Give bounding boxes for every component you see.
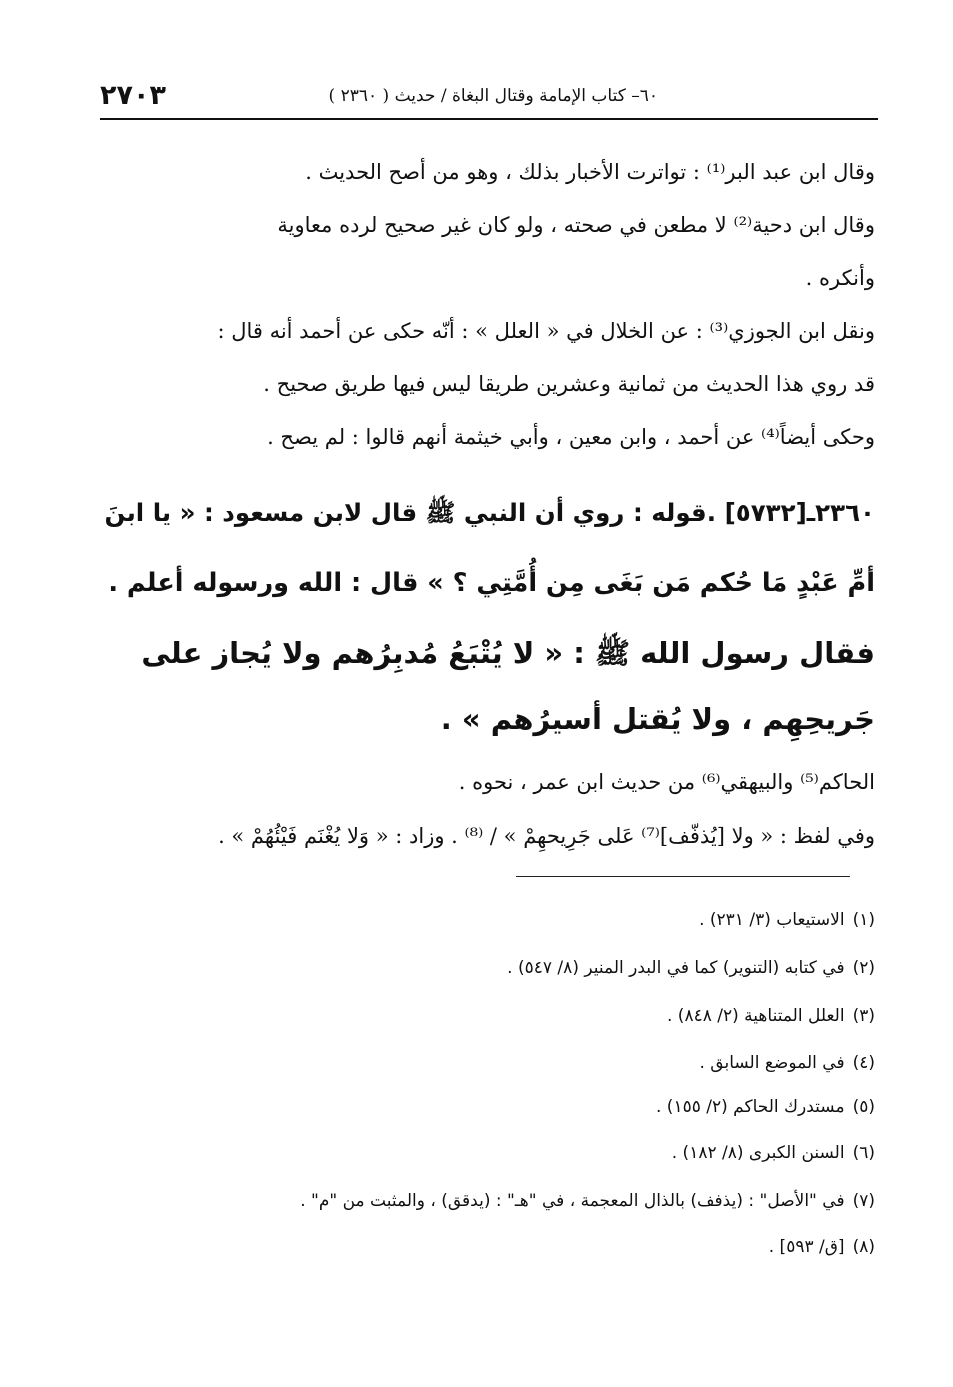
footnote <box>100 1143 875 1163</box>
footnote-number: (٦) <box>852 1143 875 1163</box>
body-line: قد روي هذا الحديث من ثمانية وعشرين طريقا ليس فيها طريق صحيح . <box>263 372 875 396</box>
footnote-text: العلل المتناهية (٢/ ٨٤٨) . <box>667 1006 845 1026</box>
body-line: ونقل ابن الجوزي⁽³⁾ : عن الخلال في « العلل » : أنّه حكى عن أحمد أنه قال : <box>217 319 875 343</box>
footnote <box>100 1053 875 1073</box>
footnote <box>100 1097 875 1117</box>
hadith-line: جَريحِهِم ، ولا يُقتل أسيرُهم » . <box>440 702 875 736</box>
footnote-text: في "الأصل" : (يذفف) بالذال المعجمة ، في "هـ" : (يدقق) ، والمثبت من "م" . <box>300 1191 845 1211</box>
footnote-number: (٥) <box>852 1097 875 1117</box>
footnote <box>100 1237 875 1257</box>
footnote <box>100 910 875 930</box>
page-header <box>100 78 878 120</box>
footnote-text: السنن الكبرى (٨/ ١٨٢) . <box>671 1143 845 1163</box>
page-number: ٢٧٠٣ <box>100 80 166 111</box>
footnote-text: [ق/ ٥٩٣] . <box>768 1237 845 1257</box>
body-line: وفي لفظ : « ولا [يُذفّف]⁽⁷⁾ عَلى جَرِيحهِمْ » / ⁽⁸⁾ . وزاد : « وَلا يُغْنَم فَيْئُهُمْ » . <box>218 824 875 848</box>
body-line: الحاكم⁽⁵⁾ والبيهقي⁽⁶⁾ من حديث ابن عمر ، نحوه . <box>458 770 875 794</box>
footnote-number: (٢) <box>852 958 875 978</box>
footnote-text: في كتابه (التنوير) كما في البدر المنير (٨/ ٥٤٧) . <box>507 958 845 978</box>
footnote-number: (١) <box>852 910 875 930</box>
footnote <box>100 1006 875 1026</box>
footnote-number: (٤) <box>852 1053 875 1073</box>
body-line: وأنكره . <box>805 266 875 290</box>
footnote-text: مستدرك الحاكم (٢/ ١٥٥) . <box>655 1097 845 1117</box>
footnote-number: (٣) <box>852 1006 875 1026</box>
footnote-separator <box>516 876 850 877</box>
footnote-text: في الموضع السابق . <box>699 1053 845 1073</box>
body-line: وحكى أيضاً⁽⁴⁾ عن أحمد ، وابن معين ، وأبي خيثمة أنهم قالوا : لم يصح . <box>267 425 875 449</box>
body-line: وقال ابن عبد البر⁽¹⁾ : تواترت الأخبار بذلك ، وهو من أصح الحديث . <box>305 160 875 184</box>
footnote-number: (٨) <box>852 1237 875 1257</box>
hadith-line: ٢٣٦٠ـ[٥٧٣٢] .قوله : روي أن النبي ﷺ قال لابن مسعود : « يا ابنَ <box>104 498 875 527</box>
hadith-line: أمِّ عَبْدٍ مَا حُكم مَن بَغَى مِن أُمَّتِي ؟ » قال : الله ورسوله أعلم . <box>108 568 875 598</box>
footnote <box>100 1191 875 1211</box>
footnote-text: الاستيعاب (٣/ ٢٣١) . <box>699 910 845 930</box>
hadith-line: فقال رسول الله ﷺ : « لا يُتْبَعُ مُدبِرُهم ولا يُجاز على <box>141 636 875 670</box>
footnote <box>100 958 875 978</box>
running-title: ٦٠– كتاب الإمامة وقتال البغاة / حديث ( ٢٣٦٠ ) <box>328 86 658 106</box>
footnote-number: (٧) <box>852 1191 875 1211</box>
body-line: وقال ابن دحية⁽²⁾ لا مطعن في صحته ، ولو كان غير صحيح لرده معاوية <box>277 213 875 237</box>
